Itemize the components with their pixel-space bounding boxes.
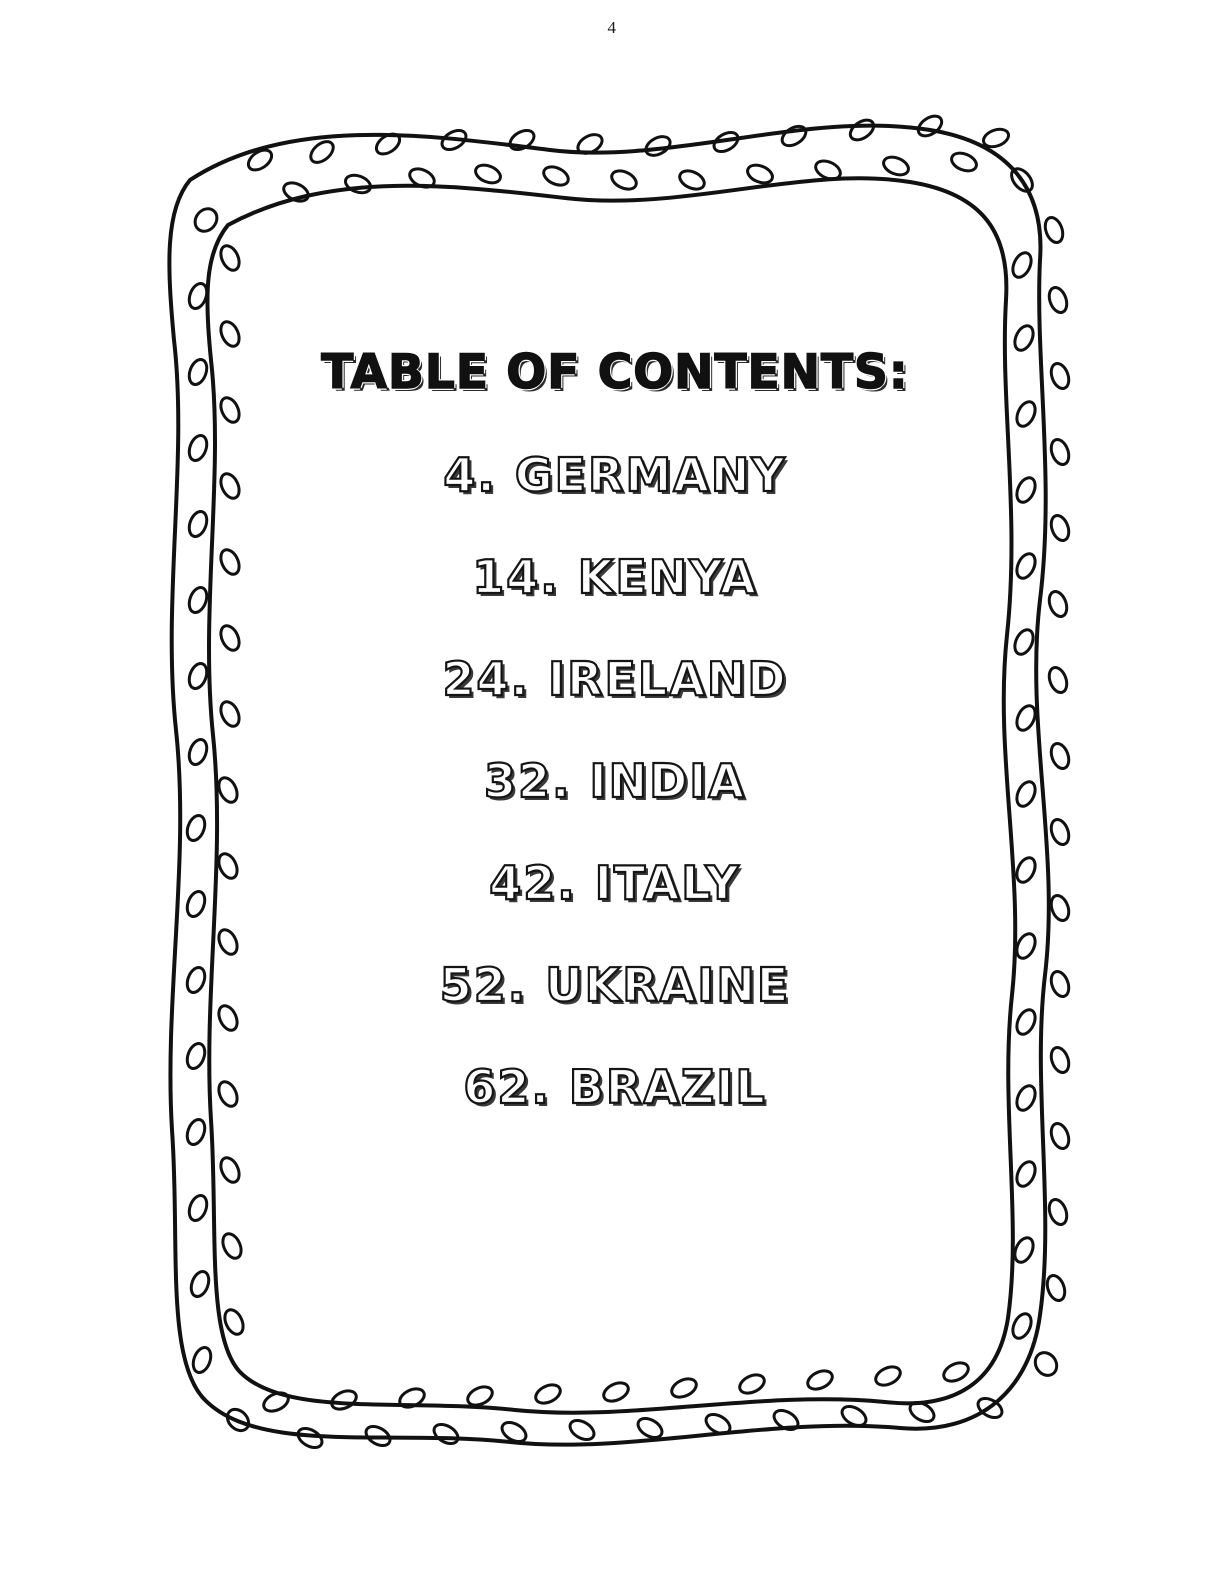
list-item[interactable]: 42. ITALY — [489, 856, 741, 910]
toc-list — [250, 448, 980, 1114]
list-item[interactable]: 52. UKRAINE — [439, 958, 791, 1012]
table-of-contents — [250, 345, 980, 1114]
list-item[interactable]: 24. IRELAND — [442, 652, 788, 706]
list-item[interactable]: 14. KENYA — [472, 550, 758, 604]
page-title: TABLE OF CONTENTS: — [321, 345, 909, 400]
page-number: 4 — [607, 18, 617, 37]
list-item[interactable]: 32. INDIA — [483, 754, 746, 808]
list-item[interactable]: 4. GERMANY — [443, 448, 787, 502]
list-item[interactable]: 62. BRAZIL — [463, 1060, 767, 1114]
